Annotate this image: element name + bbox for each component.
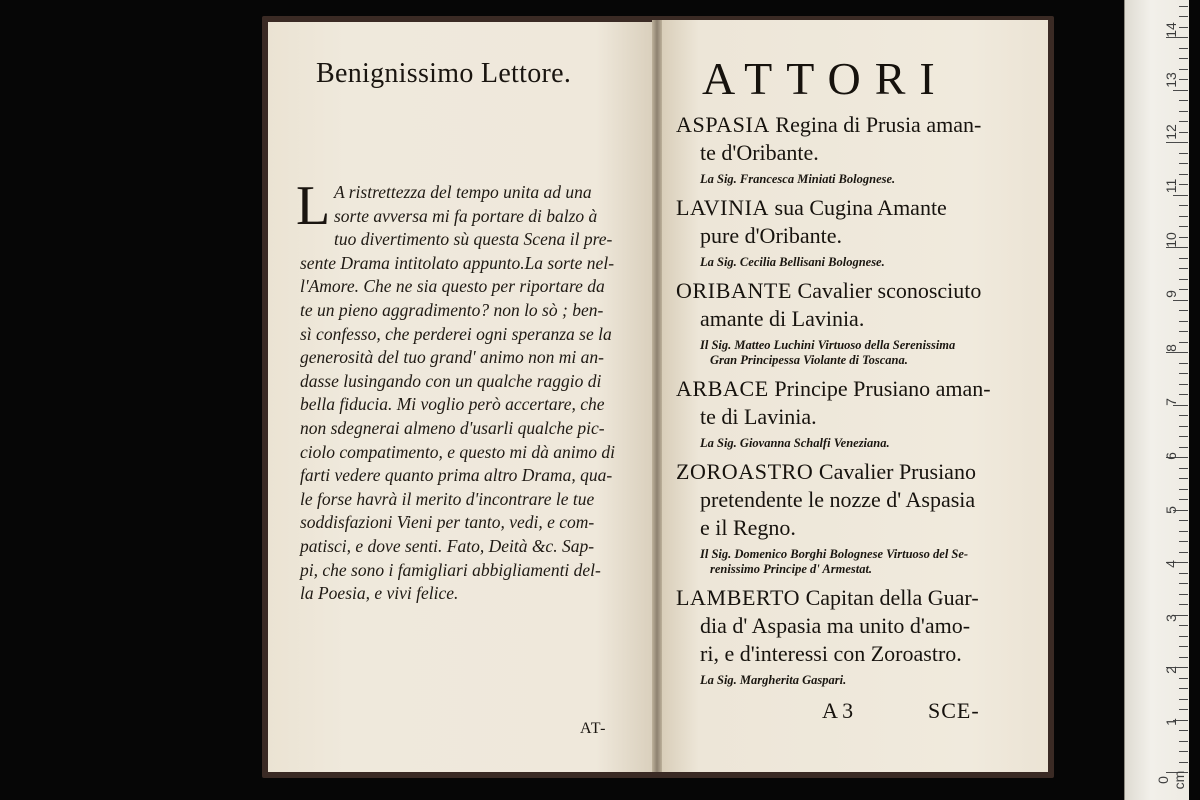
left-text-line: le forse havrà il merito d'incontrare le tue	[300, 488, 595, 509]
ruler-tick	[1179, 625, 1188, 626]
character-description: te d'Oribante.	[700, 140, 819, 165]
ruler-tick	[1179, 699, 1188, 700]
ruler-tick	[1179, 636, 1188, 637]
ruler-tick	[1179, 552, 1188, 553]
ruler-tick	[1179, 657, 1188, 658]
ruler-tick	[1179, 531, 1188, 532]
singer-credit: La Sig. Francesca Miniati Bolognese.	[700, 172, 896, 186]
character-description: Regina di Prusia aman-	[769, 112, 982, 137]
ruler-tick	[1179, 646, 1188, 647]
ruler-tick	[1179, 6, 1188, 7]
right-catchword: SCE-	[928, 698, 980, 723]
character-description: dia d' Aspasia ma unito d'amo-	[700, 613, 971, 638]
ruler-tick	[1179, 111, 1188, 112]
ruler-tick	[1179, 342, 1188, 343]
character-description: amante di Lavinia.	[700, 306, 865, 331]
ruler-tick	[1179, 604, 1188, 605]
ruler-label: 7	[1163, 398, 1179, 406]
character-name: LAVINIA	[676, 195, 770, 220]
cast-entry	[676, 585, 979, 611]
left-text-line: dasse lusingando con un qualche raggio di	[300, 370, 602, 391]
singer-credit: La Sig. Margherita Gaspari.	[700, 673, 847, 687]
ruler-tick	[1179, 184, 1188, 185]
ruler-tick	[1179, 762, 1188, 763]
ruler-tick	[1179, 573, 1188, 574]
ruler-tick	[1179, 237, 1188, 238]
ruler-label: 4	[1163, 560, 1179, 568]
character-description: sua Cugina Amante	[769, 195, 947, 220]
ruler-tick	[1179, 226, 1188, 227]
character-name: ZOROASTRO	[676, 459, 814, 484]
ruler-tick	[1179, 363, 1188, 364]
ruler-tick	[1179, 174, 1188, 175]
book-gutter	[652, 20, 662, 772]
character-description: e il Regno.	[700, 515, 796, 540]
singer-credit: La Sig. Giovanna Schalfi Veneziana.	[700, 436, 890, 450]
right-page-title: ATTORI	[702, 53, 949, 104]
left-catchword: AT-	[580, 720, 607, 737]
ruler-label: 6	[1163, 452, 1179, 460]
singer-credit: La Sig. Cecilia Bellisani Bolognese.	[700, 255, 885, 269]
ruler-label: 14	[1163, 22, 1179, 38]
character-description: Capitan della Guar-	[800, 585, 979, 610]
ruler-tick	[1179, 447, 1188, 448]
ruler-label: 10	[1163, 232, 1179, 248]
ruler-tick	[1179, 594, 1188, 595]
ruler-tick	[1179, 384, 1188, 385]
ruler-tick	[1179, 27, 1188, 28]
ruler-tick	[1179, 478, 1188, 479]
cast-entry	[676, 459, 976, 485]
left-text-line: ciolo compatimento, e questo mi dà animo di	[300, 441, 615, 462]
ruler-label: 5	[1163, 506, 1179, 514]
ruler-tick	[1179, 58, 1188, 59]
left-text-line: bella fiducia. Mi voglio però accertare, che	[300, 394, 605, 415]
left-text-line: sì confesso, che perderei ogni speranza se la	[300, 323, 612, 344]
cast-entry	[676, 195, 947, 221]
ruler-tick	[1179, 289, 1188, 290]
ruler-tick	[1179, 436, 1188, 437]
character-description: pure d'Oribante.	[700, 223, 843, 248]
cast-entry	[676, 112, 981, 138]
cast-entry	[676, 376, 991, 402]
ruler-tick	[1179, 541, 1188, 542]
ruler-tick	[1179, 153, 1188, 154]
character-description: Cavalier sconosciuto	[792, 278, 982, 303]
ruler-label: 12	[1163, 124, 1179, 140]
ruler-tick	[1179, 489, 1188, 490]
ruler-tick	[1179, 468, 1188, 469]
character-description: Principe Prusiano aman-	[768, 376, 991, 401]
ruler-tick	[1179, 730, 1188, 731]
left-text-line: non sdegnerai almeno d'usarli qualche pic-	[300, 418, 605, 438]
ruler-tick	[1179, 426, 1188, 427]
ruler-tick	[1179, 331, 1188, 332]
ruler-tick	[1179, 79, 1188, 80]
left-text-line: l'Amore. Che ne sia questo per riportare da	[300, 276, 605, 297]
ruler-tick	[1179, 741, 1188, 742]
character-description: ri, e d'interessi con Zoroastro.	[700, 641, 962, 666]
ruler-tick	[1179, 258, 1188, 259]
left-page-title: Benignissimo Lettore.	[316, 58, 572, 89]
left-text-line: te un pieno aggradimento? non lo sò ; ben-	[300, 300, 604, 320]
left-text-line: generosità del tuo grand' animo non mi an-	[300, 347, 604, 368]
left-text-line: pi, che sono i famigliari abbigliamenti del-	[300, 559, 601, 580]
left-text-line: soddisfazioni Vieni per tanto, vedi, e com-	[300, 512, 595, 533]
left-text-line: sorte avversa mi fa portare di balzo à	[334, 205, 598, 226]
ruler-label: 3	[1163, 614, 1179, 622]
character-description: Cavalier Prusiano	[813, 459, 976, 484]
left-text-line: patisci, e dove senti. Fato, Deità &c. Sap-	[300, 536, 595, 556]
ruler-tick	[1179, 751, 1188, 752]
left-text-line: A ristrettezza del tempo unita ad una	[334, 182, 592, 202]
ruler-tick	[1179, 415, 1188, 416]
ruler-tick	[1179, 216, 1188, 217]
character-name: ARBACE	[676, 376, 769, 401]
left-text-line: tuo divertimento sù questa Scena il pre-	[334, 229, 613, 250]
ruler-tick	[1179, 394, 1188, 395]
ruler-tick	[1179, 69, 1188, 70]
ruler-tick	[1179, 373, 1188, 374]
ruler-label: 11	[1163, 178, 1179, 194]
left-text-line: la Poesia, e vivi felice.	[300, 583, 459, 604]
character-description: pretendente le nozze d' Aspasia	[700, 487, 976, 512]
left-text-line: farti vedere quanto prima altro Drama, qua-	[300, 465, 613, 486]
ruler-tick	[1179, 678, 1188, 679]
ruler-label: 2	[1163, 666, 1179, 674]
ruler-tick	[1179, 310, 1188, 311]
singer-credit: renissimo Principe d' Armestat.	[710, 562, 873, 576]
drop-cap: L	[296, 175, 331, 237]
singer-credit: Il Sig. Domenico Borghi Bolognese Virtuoso del Se-	[700, 547, 969, 561]
ruler-tick	[1179, 321, 1188, 322]
ruler-tick	[1179, 16, 1188, 17]
singer-credit: Gran Principessa Violante di Toscana.	[710, 353, 908, 367]
character-description: te di Lavinia.	[700, 404, 817, 429]
character-name: ORIBANTE	[676, 278, 793, 303]
character-name: LAMBERTO	[676, 585, 801, 610]
ruler-label: 0 cm	[1155, 770, 1187, 790]
ruler-tick	[1179, 688, 1188, 689]
character-name: ASPASIA	[676, 112, 770, 137]
ruler-tick	[1179, 205, 1188, 206]
ruler-tick	[1179, 583, 1188, 584]
ruler-tick	[1179, 709, 1188, 710]
ruler-label: 8	[1163, 344, 1179, 352]
measuring-ruler	[1124, 0, 1189, 800]
ruler-tick	[1179, 132, 1188, 133]
ruler-label: 13	[1163, 72, 1179, 88]
ruler-tick	[1179, 499, 1188, 500]
ruler-tick	[1179, 268, 1188, 269]
ruler-label: 1	[1163, 718, 1179, 726]
left-text-line: sente Drama intitolato appunto.La sorte nel-	[300, 252, 615, 273]
ruler-tick	[1179, 48, 1188, 49]
ruler-label: 9	[1163, 290, 1179, 298]
singer-credit: Il Sig. Matteo Luchini Virtuoso della Serenissima	[700, 338, 956, 352]
ruler-tick	[1179, 520, 1188, 521]
signature-mark: A 3	[822, 698, 854, 723]
ruler-tick	[1179, 100, 1188, 101]
ruler-tick	[1179, 279, 1188, 280]
ruler-tick	[1179, 163, 1188, 164]
ruler-tick	[1179, 121, 1188, 122]
cast-entry	[676, 278, 981, 304]
